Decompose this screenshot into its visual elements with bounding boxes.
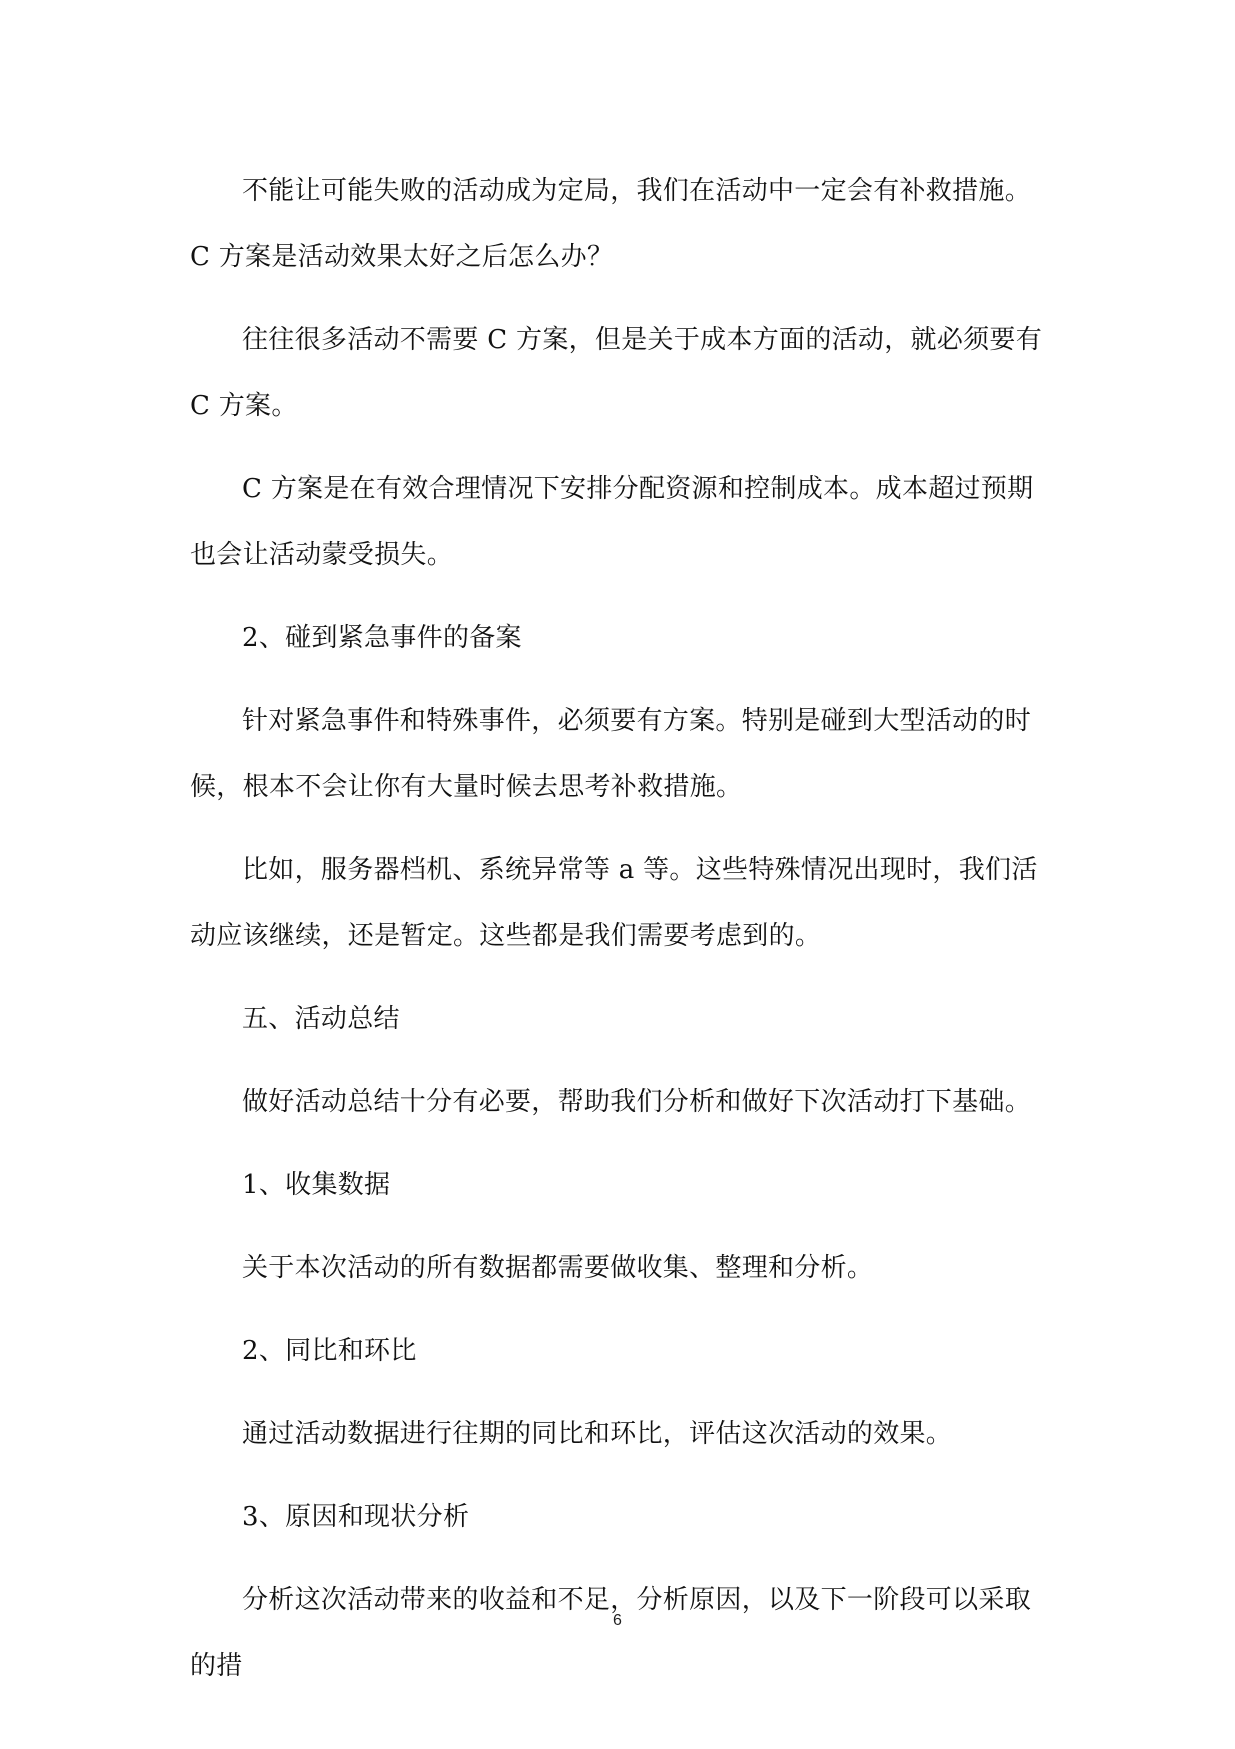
- section-heading: 2、碰到紧急事件的备案: [242, 623, 522, 653]
- paragraph: 通过活动数据进行往期的同比和环比，评估这次活动的效果。: [242, 1419, 953, 1449]
- section-heading: 3、原因和现状分析: [242, 1502, 470, 1532]
- section-heading: 五、活动总结: [242, 1004, 400, 1034]
- section-heading: 1、收集数据: [242, 1170, 391, 1200]
- paragraph: C 方案是在有效合理情况下安排分配资源和控制成本。成本超过预期也会让活动蒙受损失。: [190, 474, 1034, 570]
- paragraph: 往往很多活动不需要 C 方案，但是关于成本方面的活动，就必须要有 C 方案。: [190, 325, 1043, 421]
- page-number: 6: [613, 1612, 622, 1629]
- paragraph: 针对紧急事件和特殊事件，必须要有方案。特别是碰到大型活动的时候，根本不会让你有大量时候去思考补救措施。: [190, 706, 1032, 802]
- document-body: [190, 158, 1050, 1716]
- paragraph: 关于本次活动的所有数据都需要做收集、整理和分析。: [242, 1253, 874, 1283]
- section-heading: 2、同比和环比: [242, 1336, 417, 1366]
- paragraph: 分析这次活动带来的收益和不足，分析原因，以及下一阶段可以采取的措: [190, 1585, 1032, 1681]
- paragraph: 比如，服务器档机、系统异常等 a 等。这些特殊情况出现时，我们活动应该继续，还是暂定。这些都是我们需要考虑到的。: [190, 855, 1038, 951]
- paragraph: 做好活动总结十分有必要，帮助我们分析和做好下次活动打下基础。: [242, 1087, 1032, 1117]
- paragraph: 不能让可能失败的活动成为定局，我们在活动中一定会有补救措施。C 方案是活动效果太好之后怎么办？: [190, 176, 1032, 272]
